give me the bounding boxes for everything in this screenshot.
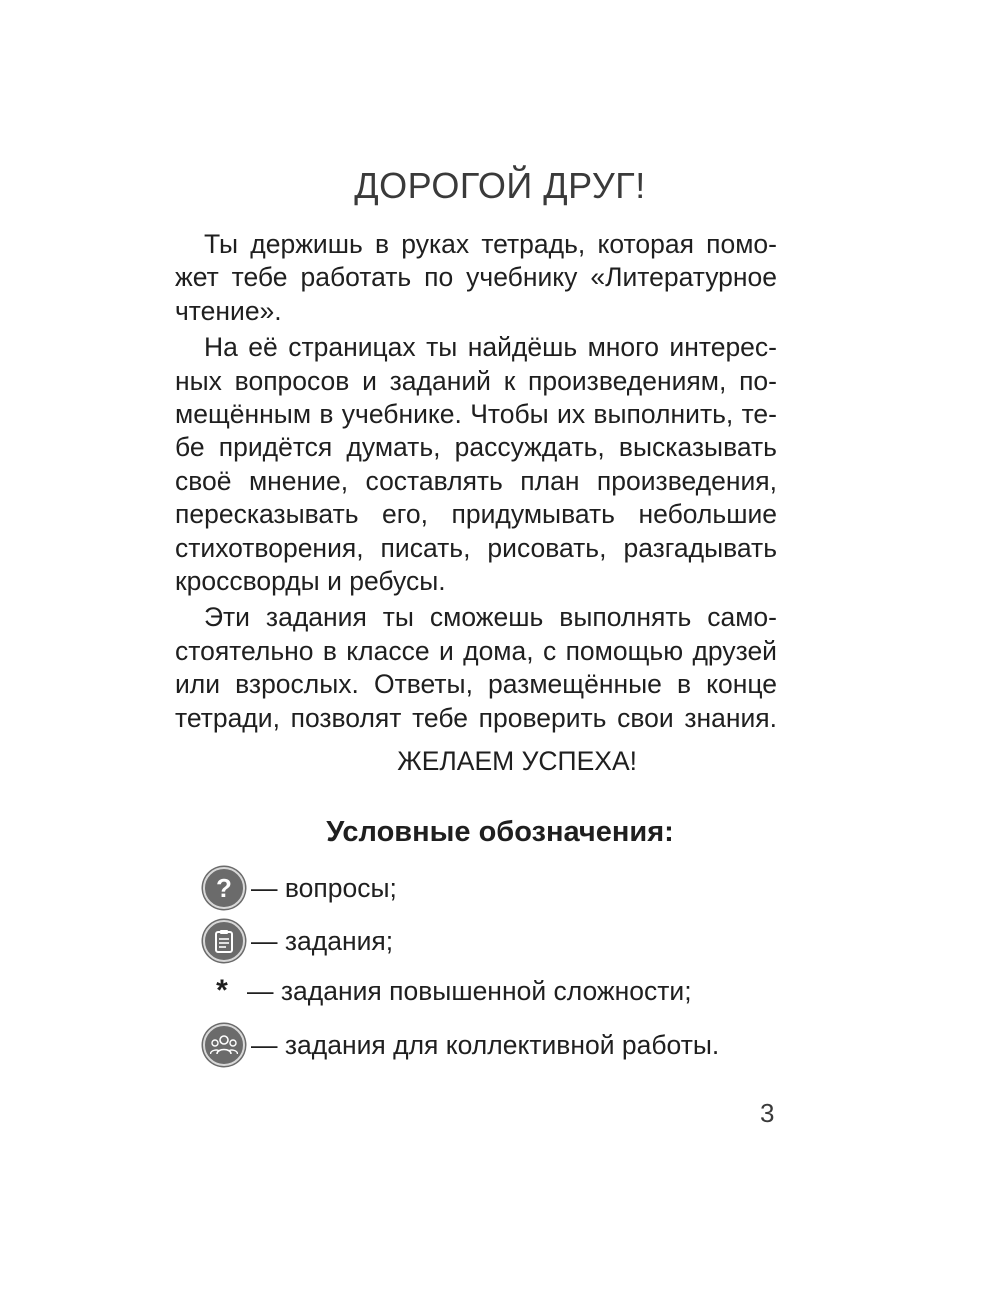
text-line: На её страницах ты найдёшь много интерес- xyxy=(204,332,777,363)
text-line: стоятельно в классе и дома, с помощью друзей xyxy=(175,635,777,666)
page-number: 3 xyxy=(760,1098,775,1128)
legend-text: — вопросы; xyxy=(251,872,397,903)
text-line: своё мнение, составлять план произведения, xyxy=(175,465,777,496)
legend-text: — задания для коллективной работы. xyxy=(251,1029,720,1060)
paragraph-2 xyxy=(175,331,777,598)
text-line: кроссворды и ребусы. xyxy=(175,566,446,597)
text-line: стихотворения, писать, рисовать, разгадывать xyxy=(175,532,777,563)
text-line: мещённым в учебнике. Чтобы их выполнить, те- xyxy=(175,399,777,430)
wish-text: ЖЕЛАЕМ УСПЕХА! xyxy=(397,746,637,776)
legend-heading: Условные обозначения: xyxy=(326,816,674,848)
paragraph-3 xyxy=(175,601,777,735)
group-icon xyxy=(203,1024,245,1066)
text-line: или взрослых. Ответы, размещённые в конце xyxy=(175,669,777,700)
page-title: ДОРОГОЙ ДРУГ! xyxy=(354,165,646,206)
text-line: бе придётся думать, рассуждать, высказывать xyxy=(175,432,777,463)
question-icon xyxy=(203,867,245,909)
legend-item-tasks xyxy=(203,920,393,962)
legend-item-advanced xyxy=(203,974,692,1008)
text-line: жет тебе работать по учебнику «Литературное xyxy=(175,262,777,293)
intro-text xyxy=(175,228,777,738)
text-line: тетради, позволят тебе проверить свои знания. xyxy=(175,702,777,733)
text-line: пересказывать его, придумывать небольшие xyxy=(175,499,777,530)
text-line: Ты держишь в руках тетрадь, которая помо- xyxy=(204,229,777,259)
paragraph-1 xyxy=(175,228,777,328)
legend-item-group xyxy=(203,1024,719,1066)
text-line: Эти задания ты сможешь выполнять само- xyxy=(204,602,777,633)
text-line: чтение». xyxy=(175,295,282,326)
text-line: ных вопросов и заданий к произведениям, по- xyxy=(175,365,777,396)
legend-text: — задания повышенной сложности; xyxy=(247,975,692,1006)
legend-text: — задания; xyxy=(251,925,394,956)
legend-item-questions xyxy=(203,867,397,909)
clipboard-icon xyxy=(203,920,245,962)
asterisk-icon: * xyxy=(216,974,228,1007)
question-symbol: ? xyxy=(216,873,232,903)
